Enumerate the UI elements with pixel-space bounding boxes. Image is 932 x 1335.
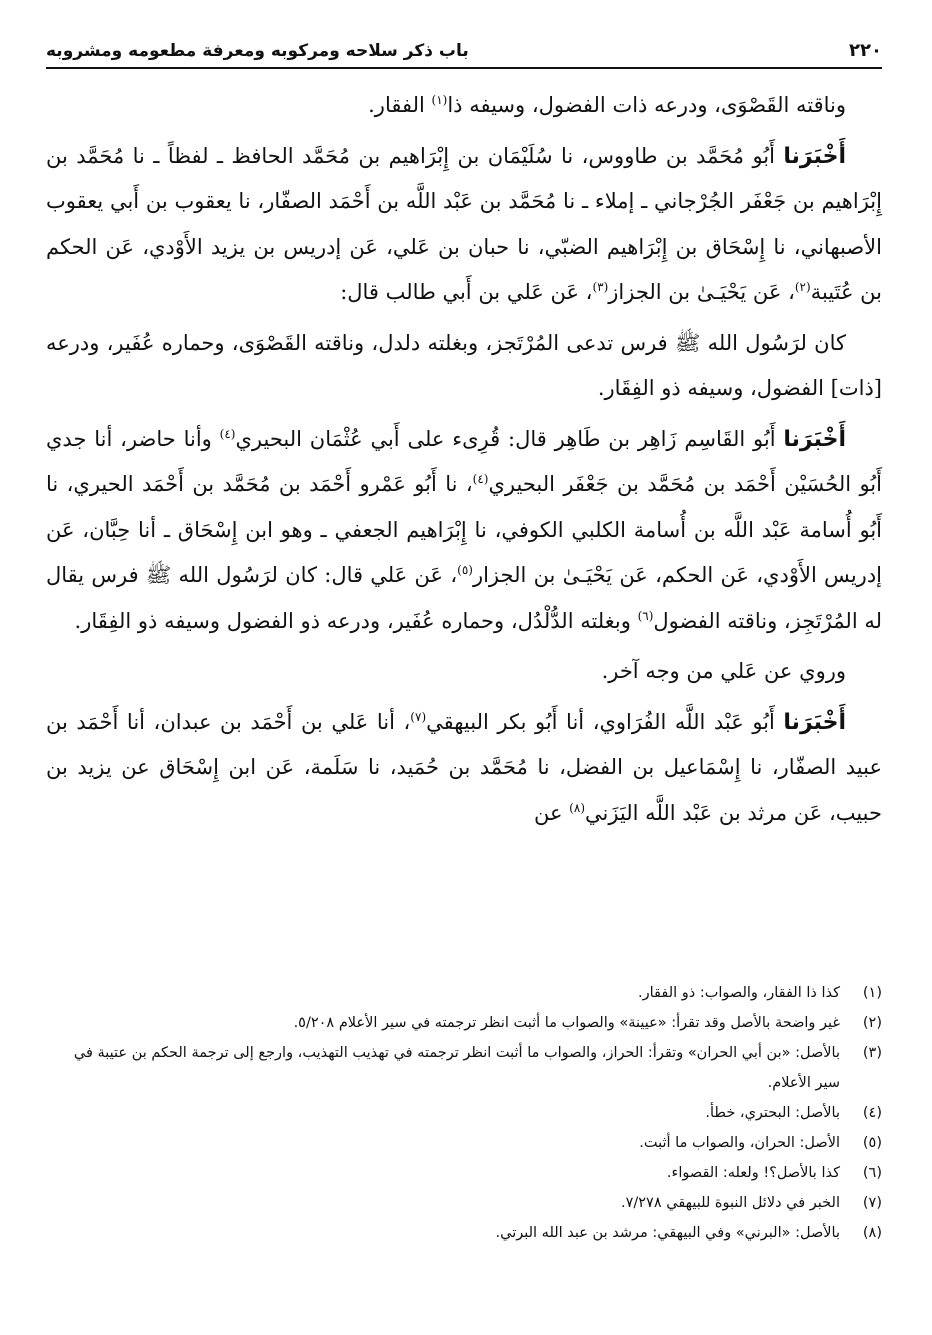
text-span: وأنا حاضر، أنا جدي أَبُو الحُسَيْن أَحْمَد بن مُحَمَّد بن جَعْفَر البحيري (46, 426, 882, 496)
footnote (46, 978, 882, 1008)
footnote-ref: (٥) (457, 563, 473, 577)
main-text (46, 83, 882, 836)
running-header (46, 40, 882, 65)
text-span: وبغلته الدُّلْدُل، وحماره عُفَير، ودرعه ذو الفضول وسيفه ذو الفِقَار. (74, 608, 638, 633)
footnote-ref: (٢) (794, 280, 811, 294)
footnote-text: بالأصل: البحتري، خطأ. (705, 1105, 840, 1121)
akhbarana-lead: أَخْبَرَنا (783, 709, 847, 735)
paragraph-continuation (46, 83, 882, 129)
footnote-number: (٧) (862, 1195, 882, 1211)
footnote-text: كذا بالأصل؟! ولعله: القصواء. (666, 1165, 840, 1181)
footnote-text: الأصل: الحران، والصواب ما أثبت. (639, 1135, 840, 1151)
akhbarana-lead: أَخْبَرَنا (783, 143, 846, 169)
footnote-text: غير واضحة بالأصل وقد تقرأ: «عيينة» والصواب ما أثبت انظر ترجمته في سير الأعلام ٥/٢٠٨. (293, 1015, 840, 1031)
text-span: ، عَن عَلي بن أَبي طالب قال: (340, 280, 593, 304)
hadith-text-1: كان لرَسُول الله ﷺ فرس تدعى المُرْتَجز، وبغلته دلدل، وناقته القَصْوَى، وحماره عُفَير، ودرعه [ذات] الفضول، وسيفه ذو الفِقَار. (46, 330, 882, 400)
text-span: وناقته القَصْوَى، ودرعه ذات الفضول، وسيفه ذا (447, 93, 846, 117)
text-span: ، عَن عَلي قال: كان لرَسُول الله ﷺ فرس يقال له المُرْتَجِز، وناقته الفضول (46, 563, 882, 633)
footnote-text: بالأصل: «بن أبي الحران» وتقرأ: الحراز، والصواب ما أثبت انظر ترجمته في تهذيب التهذيب، وارجع إلى ترجمة الحكم بن عتيبة في سير الأعلام. (73, 1045, 840, 1091)
running-title: باب ذكر سلاحه ومركوبه ومعرفة مطعومه ومشروبه (46, 41, 469, 61)
akhbarana-lead: أَخْبَرَنا (783, 426, 846, 452)
text-span: أَبُو عَبْد اللَّه الفُرَاوي، أنا أَبُو بكر البيهقي (426, 709, 784, 734)
header-rule (46, 67, 882, 69)
text-span: ، أنا عَلي بن أَحْمَد بن عبدان، أنا أَحْمَد بن عبيد الصفّار، نا إِسْمَاعيل بن الفضل، نا مُحَمَّد بن حُمَيد، نا سَلَمة، عَن ابن إِسْحَاق عن يزيد بن حبيب، عَن مرثد بن عَبْد اللَّه اليَزَني (46, 709, 882, 825)
footnote-ref: (٤) (219, 426, 236, 441)
footnote-number: (٤) (862, 1105, 882, 1121)
isnad-paragraph-1 (46, 134, 882, 316)
text-span: أَبُو القَاسِم زَاهِر بن طَاهِر قال: قُرِىء على أَبي عُثْمَان البحيري (235, 426, 784, 451)
footnote-number: (٨) (862, 1225, 882, 1241)
isnad-paragraph-3 (46, 700, 882, 837)
text-span: ، نا أَبُو عَمْرو أَحْمَد بن مُحَمَّد بن أَحْمَد الحيري، نا أَبُو أُسامة عَبْد اللَّه بن أُسامة الكلبي الكوفي، نا إِبْرَاهيم الجعفي ـ وهو ابن إِسْحَاق ـ أنا حِبَّان، عَن إدريس الأَوْدي، عَن الحكم، عَن يَحْيَـىٰ بن الجزار (46, 472, 882, 587)
footnote-number: (٦) (862, 1165, 882, 1181)
footnote (46, 1128, 882, 1158)
text-span: ، عَن يَحْيَـىٰ بن الجزاز (608, 280, 795, 304)
footnote-ref: (٦) (637, 608, 654, 623)
footnote-text: الخبر في دلائل النبوة للبيهقي ٧/٢٧٨. (620, 1195, 840, 1211)
isnad-paragraph-2 (46, 417, 882, 645)
footnote-number: (٣) (862, 1045, 882, 1061)
footnote (46, 1158, 882, 1188)
narration-note: وروي عن عَلي من وجه آخر. (601, 659, 846, 683)
footnote-ref: (٤) (472, 472, 489, 486)
text-span: الفقار. (368, 93, 432, 117)
footnote-text: كذا ذا الفقار، والصواب: ذو الفقار. (638, 985, 840, 1001)
footnote (46, 1188, 882, 1218)
footnote-ref: (٧) (410, 709, 427, 724)
footnote-number: (٥) (862, 1135, 882, 1151)
text-span: أَبُو مُحَمَّد بن طاووس، نا سُلَيْمَان بن إِبْرَاهيم بن مُحَمَّد الحافظ ـ لفظاً ـ نا مُحَمَّد بن إِبْرَاهيم بن جَعْفَر الجُرْجاني ـ إملاء ـ نا مُحَمَّد بن عَبْد اللَّه بن أَحْمَد الصفّار، نا يعقوب بن أَبي يعقوب الأصبهاني، نا إِسْحَاق بن إِبْرَاهيم الضبّي، نا حبان بن عَلي، عَن إدريس بن يزيد الأَوْدي، عَن الحكم بن عُتَيبة (46, 143, 882, 304)
footnote (46, 1008, 882, 1038)
footnote-number: (٢) (862, 1015, 882, 1031)
footnote-number: (١) (862, 985, 882, 1001)
footnote (46, 1218, 882, 1248)
footnote (46, 1038, 882, 1098)
footnote-ref: (٣) (592, 280, 609, 294)
footnote-ref: (٨) (569, 800, 585, 815)
footnotes (46, 978, 882, 1248)
footnote-text: بالأصل: «البرني» وفي البيهقي: مرشد بن عبد الله البرتي. (495, 1225, 840, 1241)
page-number: ٢٢٠ (849, 40, 882, 61)
footnote-ref: (١) (431, 93, 448, 107)
footnote (46, 1098, 882, 1128)
text-span: عن (533, 800, 570, 825)
